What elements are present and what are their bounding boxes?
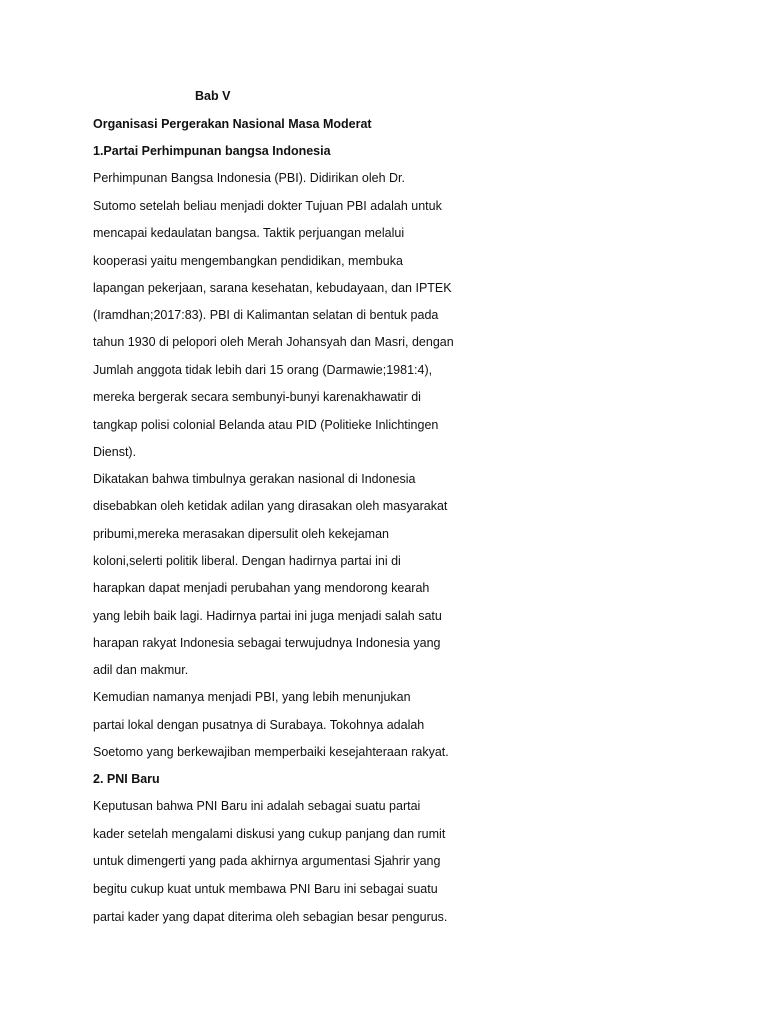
paragraph-line: untuk dimengerti yang pada akhirnya argumentasi Sjahrir yang xyxy=(93,854,441,868)
paragraph-line: Dienst). xyxy=(93,445,137,459)
paragraph-line: kader setelah mengalami diskusi yang cukup panjang dan rumit xyxy=(93,827,446,841)
document-title: Organisasi Pergerakan Nasional Masa Moderat xyxy=(93,117,372,131)
paragraph-line: yang lebih baik lagi. Hadirnya partai ini juga menjadi salah satu xyxy=(93,609,442,623)
paragraph-line: Perhimpunan Bangsa Indonesia (PBI). Didirikan oleh Dr. xyxy=(93,171,405,185)
paragraph-line: Keputusan bahwa PNI Baru ini adalah sebagai suatu partai xyxy=(93,799,421,813)
paragraph-line: kooperasi yaitu mengembangkan pendidikan, membuka xyxy=(93,254,403,268)
paragraph-line: pribumi,mereka merasakan dipersulit oleh kekejaman xyxy=(93,527,389,541)
paragraph-line: harapkan dapat menjadi perubahan yang mendorong kearah xyxy=(93,581,430,595)
paragraph-line: tahun 1930 di pelopori oleh Merah Johansyah dan Masri, dengan xyxy=(93,335,454,349)
paragraph-line: Kemudian namanya menjadi PBI, yang lebih menunjukan xyxy=(93,690,411,704)
paragraph-line: lapangan pekerjaan, sarana kesehatan, kebudayaan, dan IPTEK xyxy=(93,281,452,295)
chapter-label: Bab V xyxy=(195,89,231,103)
paragraph-line: koloni,selerti politik liberal. Dengan hadirnya partai ini di xyxy=(93,554,401,568)
paragraph-line: adil dan makmur. xyxy=(93,663,189,677)
paragraph-line: disebabkan oleh ketidak adilan yang dirasakan oleh masyarakat xyxy=(93,499,448,513)
paragraph-line: Sutomo setelah beliau menjadi dokter Tujuan PBI adalah untuk xyxy=(93,199,442,213)
paragraph-line: begitu cukup kuat untuk membawa PNI Baru ini sebagai suatu xyxy=(93,882,438,896)
section-heading: 2. PNI Baru xyxy=(93,772,160,786)
paragraph-line: Dikatakan bahwa timbulnya gerakan nasional di Indonesia xyxy=(93,472,416,486)
paragraph-line: tangkap polisi colonial Belanda atau PID (Politieke Inlichtingen xyxy=(93,418,439,432)
paragraph-line: (Iramdhan;2017:83). PBI di Kalimantan selatan di bentuk pada xyxy=(93,308,439,322)
paragraph-line: mencapai kedaulatan bangsa. Taktik perjuangan melalui xyxy=(93,226,405,240)
paragraph-line: partai kader yang dapat diterima oleh sebagian besar pengurus. xyxy=(93,910,448,924)
section-heading: 1.Partai Perhimpunan bangsa Indonesia xyxy=(93,144,331,158)
paragraph-line: partai lokal dengan pusatnya di Surabaya. Tokohnya adalah xyxy=(93,718,425,732)
paragraph-line: mereka bergerak secara sembunyi-bunyi karenakhawatir di xyxy=(93,390,421,404)
paragraph-line: Jumlah anggota tidak lebih dari 15 orang (Darmawie;1981:4), xyxy=(93,363,433,377)
paragraph-line: Soetomo yang berkewajiban memperbaiki kesejahteraan rakyat. xyxy=(93,745,449,759)
paragraph-line: harapan rakyat Indonesia sebagai terwujudnya Indonesia yang xyxy=(93,636,441,650)
